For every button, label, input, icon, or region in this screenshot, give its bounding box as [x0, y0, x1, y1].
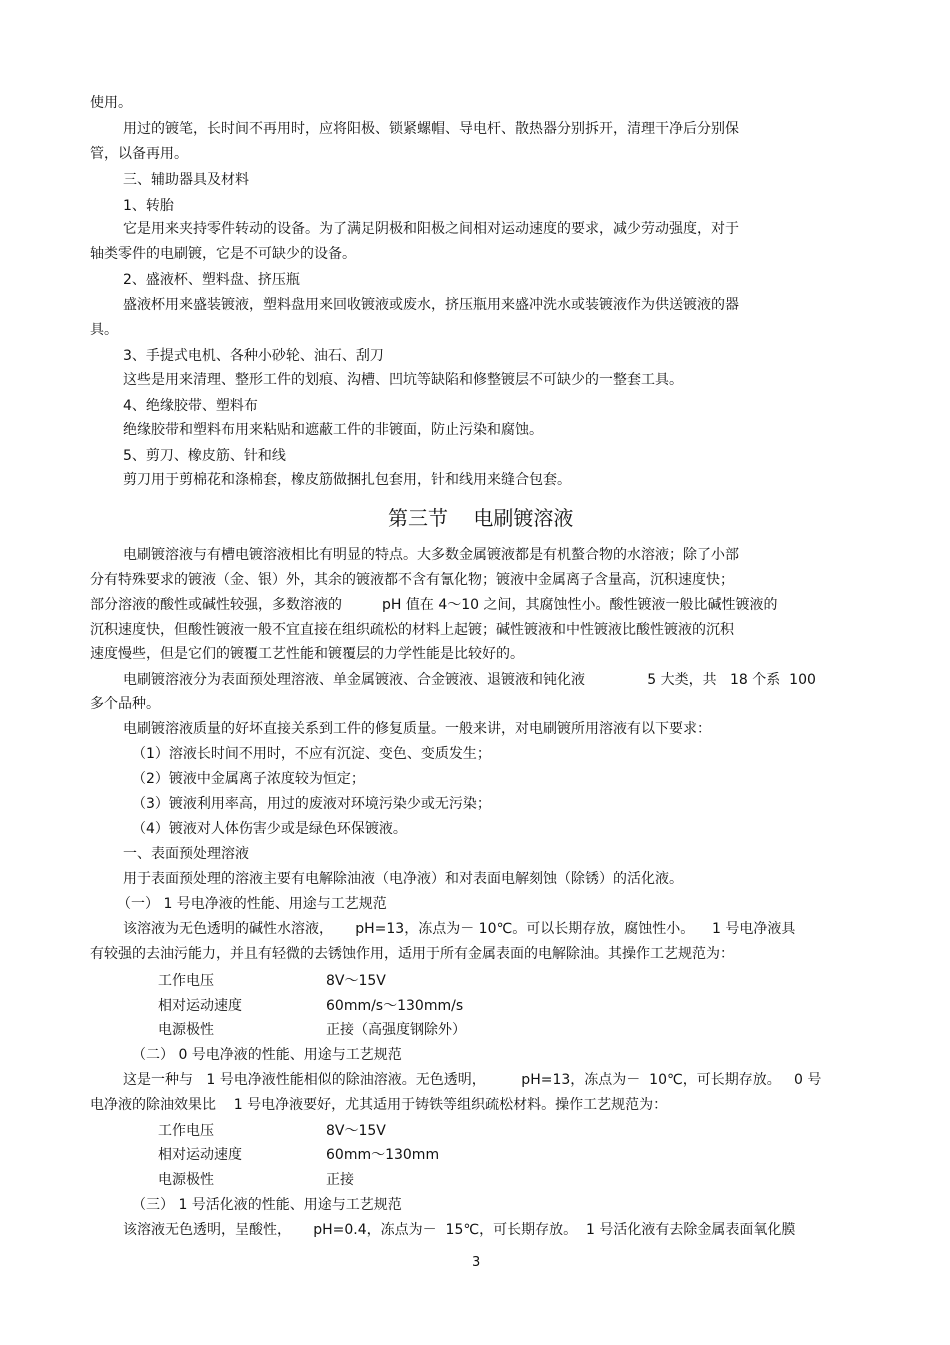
spec-label: 电源极性 — [158, 1172, 214, 1188]
spec-value: 60mm～130mm — [326, 1147, 440, 1163]
text-line: 电刷镀溶液分为表面预处理溶液、单金属镀液、合金镀液、退镀液和钝化液 5 大类，共 18 个系 100 — [123, 672, 816, 688]
text-line: 电刷镀溶液与有槽电镀溶液相比有明显的特点。大多数金属镀液都是有机螯合物的水溶液；除了小部 — [123, 547, 739, 563]
subsection-heading: （一） 1 号电净液的性能、用途与工艺规范 — [117, 896, 387, 912]
text-line: 用于表面预处理的溶液主要有电解除油液（电净液）和对表面电解刻蚀（除锈）的活化液。 — [123, 871, 683, 887]
item-heading: 3、手提式电机、各种小砂轮、油石、刮刀 — [123, 348, 384, 364]
section-title: 第三节 电刷镀溶液 — [388, 506, 574, 530]
list-item: （2）镀液中金属离子浓度较为恒定； — [132, 771, 365, 787]
text-line: 管，以备再用。 — [90, 146, 188, 162]
item-heading: 5、剪刀、橡皮筋、针和线 — [123, 448, 286, 464]
text-line: 多个品种。 — [90, 696, 160, 712]
text-line: 电净液的除油效果比 1 号电净液要好，尤其适用于铸铁等组织疏松材料。操作工艺规范为： — [90, 1097, 668, 1113]
text-line: 该溶液无色透明，呈酸性， pH=0.4，冻点为－ 15℃，可长期存放。 1 号活化液有去除金属表面氧化膜 — [123, 1222, 796, 1238]
text-line: 分有特殊要求的镀液（金、银）外，其余的镀液都不含有氰化物；镀液中金属离子含量高，沉积速度快； — [90, 572, 734, 588]
text-line: 电刷镀溶液质量的好坏直接关系到工件的修复质量。一般来讲，对电刷镀所用溶液有以下要求： — [123, 721, 711, 737]
text-line: 该溶液为无色透明的碱性水溶液， pH=13，冻点为－ 10℃。可以长期存放，腐蚀性小。 1 号电净液具 — [123, 921, 796, 937]
text-line: 沉积速度快，但酸性镀液一般不宜直接在组织疏松的材料上起镀；碱性镀液和中性镀液比酸性镀液的沉积 — [90, 622, 734, 638]
section-heading: 一、表面预处理溶液 — [123, 846, 249, 862]
text-line: 这是一种与 1 号电净液性能相似的除油溶液。无色透明， pH=13，冻点为－ 10℃，可长期存放。 0 号 — [123, 1072, 822, 1088]
spec-value: 正接（高强度钢除外） — [326, 1022, 466, 1038]
spec-label: 相对运动速度 — [158, 1147, 242, 1163]
spec-label: 工作电压 — [158, 973, 214, 989]
spec-value: 8V～15V — [326, 973, 386, 989]
text-line: 具。 — [90, 322, 118, 338]
subsection-heading: （二） 0 号电净液的性能、用途与工艺规范 — [132, 1047, 402, 1063]
item-heading: 4、绝缘胶带、塑料布 — [123, 398, 258, 414]
text-line: 使用。 — [90, 95, 132, 111]
text-line: 用过的镀笔，长时间不再用时，应将阳极、锁紧螺帽、导电杆、散热器分别拆开，清理干净后分别保 — [123, 121, 739, 137]
list-item: （3）镀液利用率高，用过的废液对环境污染少或无污染； — [132, 796, 491, 812]
spec-value: 8V～15V — [326, 1123, 386, 1139]
subsection-heading: （三） 1 号活化液的性能、用途与工艺规范 — [132, 1197, 402, 1213]
item-heading: 1、转胎 — [123, 198, 174, 214]
spec-label: 电源极性 — [158, 1022, 214, 1038]
list-item: （1）溶液长时间不用时，不应有沉淀、变色、变质发生； — [132, 746, 491, 762]
spec-value: 60mm/s～130mm/s — [326, 998, 464, 1014]
spec-label: 工作电压 — [158, 1123, 214, 1139]
spec-label: 相对运动速度 — [158, 998, 242, 1014]
text-line: 轴类零件的电刷镀，它是不可缺少的设备。 — [90, 246, 356, 262]
page-number: 3 — [472, 1255, 481, 1270]
text-line: 剪刀用于剪棉花和涤棉套，橡皮筋做捆扎包套用，针和线用来缝合包套。 — [123, 472, 571, 488]
list-item: （4）镀液对人体伤害少或是绿色环保镀液。 — [132, 821, 407, 837]
text-line: 这些是用来清理、整形工件的划痕、沟槽、凹坑等缺陷和修整镀层不可缺少的一整套工具。 — [123, 372, 683, 388]
text-line: 绝缘胶带和塑料布用来粘贴和遮蔽工件的非镀面，防止污染和腐蚀。 — [123, 422, 543, 438]
text-line: 有较强的去油污能力，并且有轻微的去锈蚀作用，适用于所有金属表面的电解除油。其操作工艺规范为： — [90, 946, 734, 962]
section-heading: 三、辅助器具及材料 — [123, 172, 249, 188]
item-heading: 2、盛液杯、塑料盘、挤压瓶 — [123, 272, 300, 288]
text-line: 速度慢些，但是它们的镀覆工艺性能和镀覆层的力学性能是比较好的。 — [90, 646, 524, 662]
text-line: 部分溶液的酸性或碱性较强，多数溶液的 pH 值在 4～10 之间，其腐蚀性小。酸性镀液一般比碱性镀液的 — [90, 597, 778, 613]
spec-value: 正接 — [326, 1172, 354, 1188]
text-line: 它是用来夹持零件转动的设备。为了满足阴极和阳极之间相对运动速度的要求，减少劳动强度，对于 — [123, 221, 739, 237]
text-line: 盛液杯用来盛装镀液，塑料盘用来回收镀液或废水，挤压瓶用来盛冲洗水或装镀液作为供送镀液的器 — [123, 297, 739, 313]
